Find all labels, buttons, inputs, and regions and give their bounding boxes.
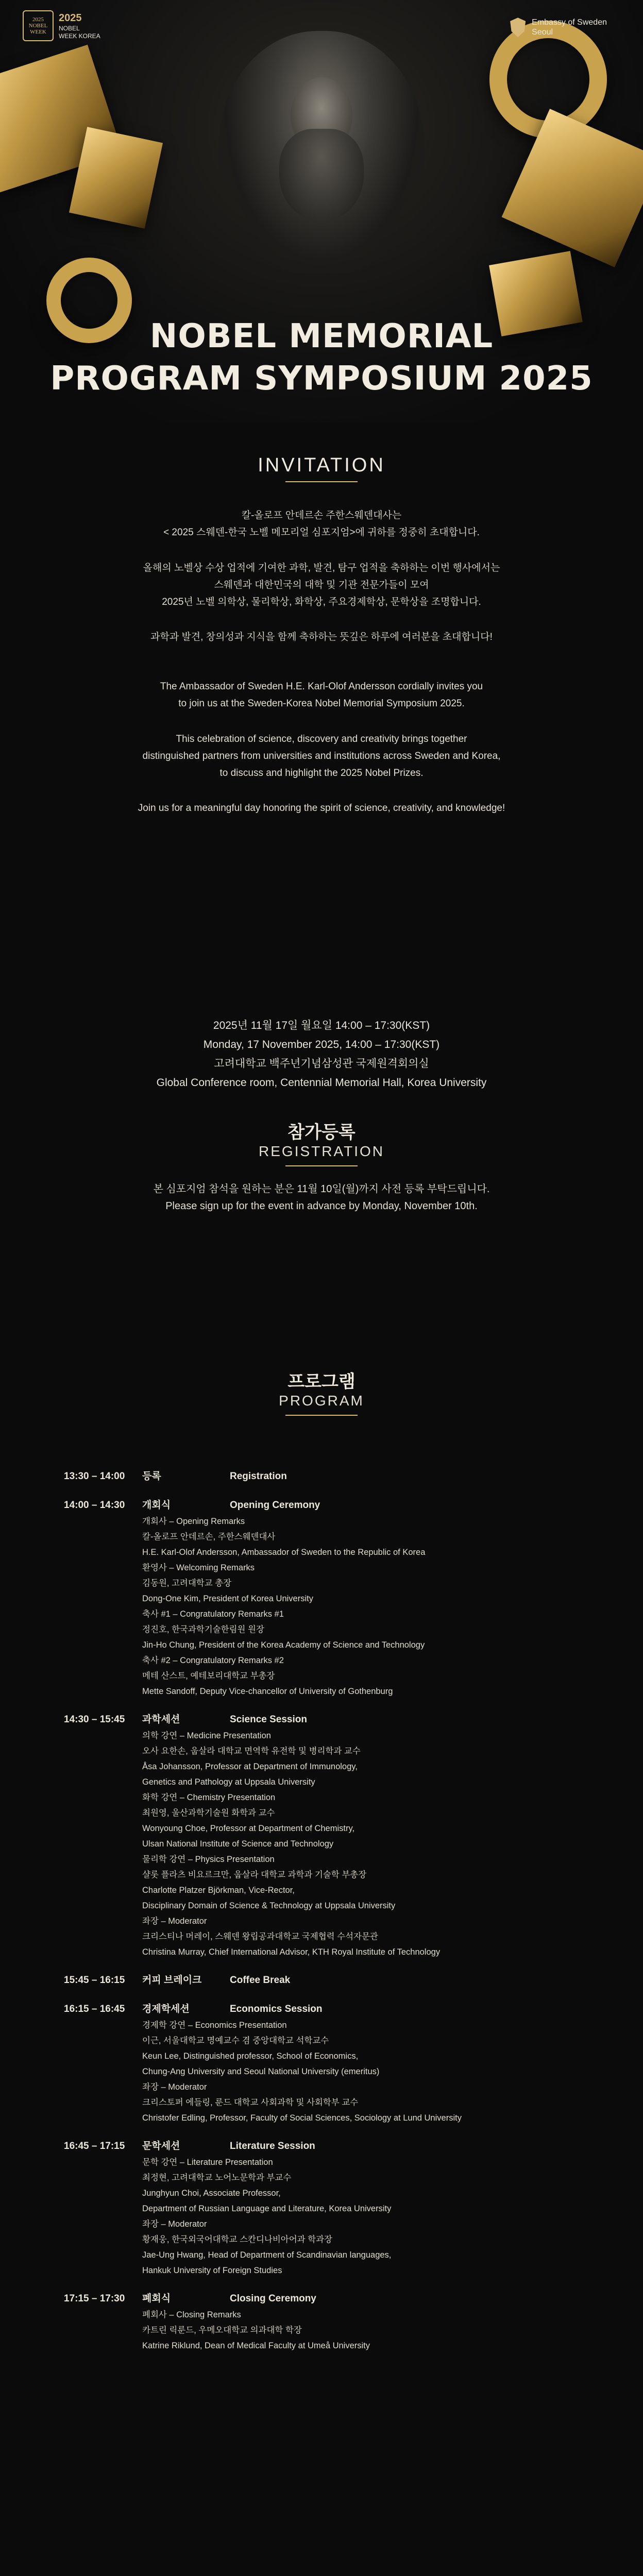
event-venue-kr: 고려대학교 백주년기념삼성관 국제원격회의실 xyxy=(214,1058,429,1070)
session-details xyxy=(64,2307,579,2353)
detail-line: 경제학 강연 – Economics Presentation xyxy=(142,2021,287,2030)
divider xyxy=(285,1165,358,1166)
session-title-kr: 등록 xyxy=(142,1471,161,1482)
invitation-en-paragraph-3: Join us for a meaningful day honoring the spirit of science, creativity, and knowledge! xyxy=(138,803,505,814)
session-time: 14:00 – 14:30 xyxy=(64,1500,125,1511)
detail-line: 축사 #1 – Congratulatory Remarks #1 xyxy=(142,1609,284,1619)
session-time: 16:45 – 17:15 xyxy=(64,2141,125,2151)
session-row xyxy=(64,1468,579,1485)
session-title-en: Coffee Break xyxy=(230,1975,291,1986)
page-title xyxy=(0,315,643,400)
session-title-kr: 문학세션 xyxy=(142,2141,180,2151)
detail-line: Mette Sandoff, Deputy Vice-chancellor of University of Gothenburg xyxy=(142,1687,393,1696)
detail-line: 정진호, 한국과학기술한림원 원장 xyxy=(142,1625,264,1634)
session-coffee-break xyxy=(64,1972,579,1989)
session-row xyxy=(64,1711,579,1728)
divider xyxy=(285,481,358,482)
detail-line: Jae-Ung Hwang, Head of Department of Scandinavian languages, xyxy=(142,2250,392,2260)
session-economics xyxy=(64,2001,579,2126)
detail-line: 환영사 – Welcoming Remarks xyxy=(142,1563,255,1572)
detail-line: Department of Russian Language and Literature, Korea University xyxy=(142,2204,392,2213)
nobel-week-year: 2025 xyxy=(59,12,82,24)
session-time: 17:15 – 17:30 xyxy=(64,2293,125,2304)
session-title-en: Closing Ceremony xyxy=(230,2293,316,2304)
detail-line: 이근, 서울대학교 명예교수 겸 중앙대학교 석학교수 xyxy=(142,2036,329,2045)
session-row xyxy=(64,1972,579,1989)
program-schedule xyxy=(64,1468,579,2353)
invitation-kr-paragraph-1: 칼-올로프 안데르손 주한스웨덴대사는 < 2025 스웨덴-한국 노벨 메모리얼 심포지엄>에 귀하를 정중히 초대합니다. xyxy=(163,510,480,538)
session-title-en: Literature Session xyxy=(230,2141,315,2151)
invitation-heading: INVITATION xyxy=(258,454,385,476)
session-title-kr: 폐회식 xyxy=(142,2293,171,2304)
session-time: 14:30 – 15:45 xyxy=(64,1714,125,1725)
title-line-2: PROGRAM SYMPOSIUM 2025 xyxy=(50,360,593,398)
session-opening xyxy=(64,1497,579,1699)
event-venue-en: Global Conference room, Centennial Memorial Hall, Korea University xyxy=(156,1077,487,1089)
invitation-kr-paragraph-2: 올해의 노벨상 수상 업적에 기여한 과학, 발견, 탐구 업적을 축하하는 이번 행사에서는 스웨덴과 대한민국의 대학 및 기관 전문가들이 모여 2025년 노벨 의학상, 물리학상, 화학상, 주요경제학상, 문학상을 조명합니다. xyxy=(143,563,500,607)
detail-line: Genetics and Pathology at Uppsala University xyxy=(142,1777,315,1787)
detail-line: Christina Murray, Chief International Advisor, KTH Royal Institute of Technology xyxy=(142,1947,441,1957)
detail-line: 최정현, 고려대학교 노어노문학과 부교수 xyxy=(142,2173,292,2182)
detail-line: Katrine Riklund, Dean of Medical Faculty at Umeå University xyxy=(142,2341,370,2350)
nobel-portrait xyxy=(218,31,425,273)
invitation-kr-paragraph-3: 과학과 발견, 창의성과 지식을 함께 축하하는 뜻깊은 하루에 여러분을 초대합니다! xyxy=(150,632,493,642)
session-row xyxy=(64,2138,579,2155)
divider xyxy=(285,1415,358,1416)
detail-line: 최원영, 울산과학기술원 화학과 교수 xyxy=(142,1808,275,1818)
session-title-en: Economics Session xyxy=(230,2004,323,2014)
invitation-en-paragraph-2: This celebration of science, discovery and creativity brings together distinguished partners from universities and institutions across Sweden and Korea, to discuss and highlight the 2025 Nobel Prizes. xyxy=(142,734,501,778)
invitation-en-paragraph-1: The Ambassador of Sweden H.E. Karl-Olof Andersson cordially invites you to join us at the Sweden-Korea Nobel Memorial Symposium 2025. xyxy=(160,681,483,709)
detail-line: Keun Lee, Distinguished professor, School of Economics, xyxy=(142,2052,359,2061)
embassy-name: Embassy of Sweden xyxy=(532,18,607,27)
detail-line: 문학 강연 – Literature Presentation xyxy=(142,2158,273,2167)
nobel-week-line: NOBEL xyxy=(59,24,80,32)
session-title-kr: 커피 브레이크 xyxy=(142,1975,202,1986)
session-title-en: Registration xyxy=(230,1471,287,1482)
session-details xyxy=(64,1514,579,1699)
detail-line: Dong-One Kim, President of Korea University xyxy=(142,1594,313,1603)
detail-line: 칼-올로프 안데르손, 주한스웨덴대사 xyxy=(142,1532,276,1541)
session-title-kr: 경제학세션 xyxy=(142,2004,190,2014)
session-title-en: Science Session xyxy=(230,1714,307,1725)
embassy-city: Seoul xyxy=(532,28,553,37)
sweden-crest-icon xyxy=(510,18,526,37)
registration-text: 본 심포지엄 참석을 원하는 분은 11월 10일(월)까지 사전 등록 부탁드립니다. Please sign up for the event in advance by Monday, November 10th. xyxy=(153,1183,490,1212)
detail-line: 의학 강연 – Medicine Presentation xyxy=(142,1731,271,1740)
session-time: 16:15 – 16:45 xyxy=(64,2004,125,2014)
session-row xyxy=(64,1497,579,1514)
session-row xyxy=(64,2291,579,2307)
detail-line: Ulsan National Institute of Science and Technology xyxy=(142,1839,334,1849)
detail-line: Chung-Ang University and Seoul National University (emeritus) xyxy=(142,2067,380,2076)
detail-line: 메테 산스트, 예테보리대학교 부총장 xyxy=(142,1671,275,1681)
session-title-en: Opening Ceremony xyxy=(230,1500,320,1511)
session-row xyxy=(64,2001,579,2018)
hero-banner xyxy=(0,0,643,422)
title-line-1: NOBEL MEMORIAL xyxy=(149,317,494,355)
session-details xyxy=(64,2018,579,2126)
nobel-week-line: WEEK KOREA xyxy=(59,32,100,40)
detail-line: 좌장 – Moderator xyxy=(142,2082,207,2092)
detail-line: H.E. Karl-Olof Andersson, Ambassador of Sweden to the Republic of Korea xyxy=(142,1548,426,1557)
detail-line: 좌장 – Moderator xyxy=(142,2219,207,2229)
detail-line: 축사 #2 – Congratulatory Remarks #2 xyxy=(142,1656,284,1665)
detail-line: 크리스토퍼 에들링, 룬드 대학교 사회과학 및 사회학부 교수 xyxy=(142,2098,359,2107)
detail-line: Disciplinary Domain of Science & Technology at Uppsala University xyxy=(142,1901,396,1910)
session-title-kr: 개회식 xyxy=(142,1500,171,1511)
event-date-en: Monday, 17 November 2025, 14:00 – 17:30(KST) xyxy=(203,1039,440,1050)
registration-heading: 참가등록 REGISTRATION xyxy=(259,1123,384,1159)
detail-line: Wonyoung Choe, Professor at Department of Chemistry, xyxy=(142,1824,355,1833)
detail-line: Åsa Johansson, Professor at Department of Immunology, xyxy=(142,1762,358,1771)
detail-line: 크리스티나 머레이, 스웨덴 왕립공과대학교 국제협력 수석자문관 xyxy=(142,1932,378,1941)
session-registration xyxy=(64,1468,579,1485)
session-details xyxy=(64,2155,579,2278)
session-time: 15:45 – 16:15 xyxy=(64,1975,125,1986)
detail-line: 김동원, 고려대학교 총장 xyxy=(142,1579,232,1588)
event-details xyxy=(64,1016,579,1092)
embassy-logo-top xyxy=(510,18,607,37)
session-title-kr: 과학세션 xyxy=(142,1714,180,1725)
nobel-week-logo xyxy=(23,10,100,41)
detail-line: Junghyun Choi, Associate Professor, xyxy=(142,2189,281,2198)
detail-line: 샬롯 플라츠 비요르크만, 웁살라 대학교 과학과 기술학 부총장 xyxy=(142,1870,367,1879)
detail-line: Hankuk University of Foreign Studies xyxy=(142,2266,282,2275)
detail-line: 폐회사 – Closing Remarks xyxy=(142,2310,241,2319)
detail-line: 오사 요한손, 웁살라 대학교 면역학 유전학 및 병리학과 교수 xyxy=(142,1747,361,1756)
session-literature xyxy=(64,2138,579,2278)
detail-line: 개회사 – Opening Remarks xyxy=(142,1517,245,1526)
session-science xyxy=(64,1711,579,1960)
detail-line: Christofer Edling, Professor, Faculty of Social Sciences, Sociology at Lund University xyxy=(142,2113,462,2123)
detail-line: Jin-Ho Chung, President of the Korea Academy of Science and Technology xyxy=(142,1640,425,1650)
detail-line: Charlotte Platzer Björkman, Vice-Rector, xyxy=(142,1886,295,1895)
nobel-week-mark: 2025 NOBEL WEEK xyxy=(23,10,54,41)
session-time: 13:30 – 14:00 xyxy=(64,1471,125,1482)
session-closing xyxy=(64,2291,579,2353)
session-details xyxy=(64,1728,579,1960)
detail-line: 물리학 강연 – Physics Presentation xyxy=(142,1855,275,1864)
detail-line: 황재웅, 한국외국어대학교 스칸디나비아어과 학과장 xyxy=(142,2235,332,2244)
detail-line: 좌장 – Moderator xyxy=(142,1917,207,1926)
program-heading: 프로그램 PROGRAM xyxy=(279,1372,364,1409)
event-date-kr: 2025년 11월 17일 월요일 14:00 – 17:30(KST) xyxy=(213,1020,430,1031)
detail-line: 카트린 릭룬드, 우메오대학교 의과대학 학장 xyxy=(142,2326,302,2335)
detail-line: 화학 강연 – Chemistry Presentation xyxy=(142,1793,276,1802)
